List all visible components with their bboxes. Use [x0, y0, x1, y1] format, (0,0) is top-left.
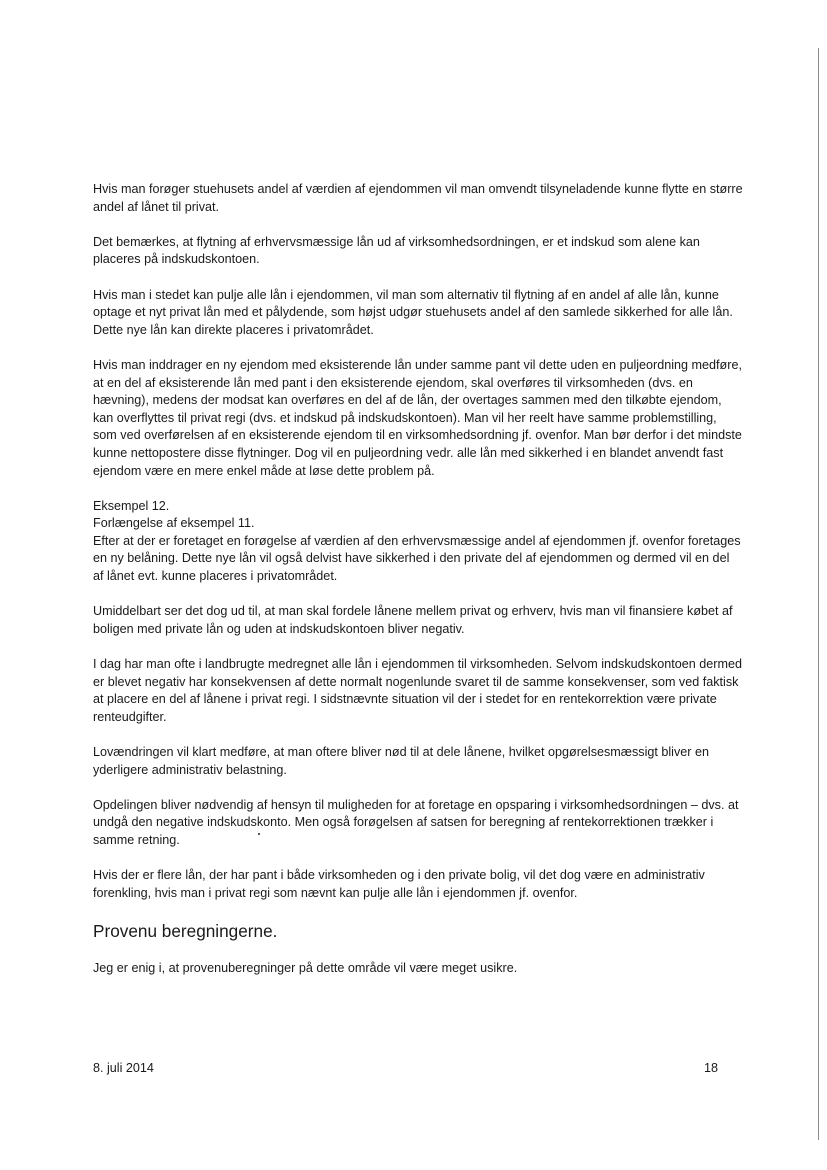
section-paragraph: Jeg er enig i, at provenuberegninger på dette område vil være meget usikre.: [93, 960, 518, 975]
paragraph: Hvis man forøger stuehusets andel af værdien af ejendommen vil man omvendt tilsyneladende kunne flytte en større andel af lånet til privat.: [93, 182, 743, 214]
section-heading: Provenu beregningerne.: [93, 920, 278, 941]
paragraph: Hvis man i stedet kan pulje alle lån i ejendommen, vil man som alternativ til flytning af en andel af alle lån, kunne optage et nyt privat lån med et pålydende, som højst udgør stuehusets andel af den samlede sikkerhed for alle lån. Dette nye lån kan direkte placeres i privatområdet.: [93, 287, 733, 337]
paragraph: Opdelingen bliver nødvendig af hensyn til muligheden for at foretage en opsparing i virksomhedsordningen – dvs. at undgå den negative indskudskonto. Men også forøgelsen af satsen for beregning af rentekorrektionen trækker i samme retning.: [93, 797, 739, 847]
paragraph: Hvis der er flere lån, der har pant i både virksomheden og i den private bolig, vil det dog være en administrativ forenkling, hvis man i privat regi som nævnt kan pulje alle lån i ejendommen jf. ovenfor.: [93, 868, 705, 900]
body-content: [93, 181, 743, 995]
footer-page-number: 18: [704, 1061, 719, 1075]
paragraph: Det bemærkes, at flytning af erhvervsmæssige lån ud af virksomhedsordningen, er et indskud som alene kan placeres på indskudskontoen.: [93, 234, 700, 267]
example-title: Eksempel 12.: [93, 498, 170, 513]
paragraph: Umiddelbart ser det dog ud til, at man skal fordele lånene mellem privat og erhverv, hvis man vil finansiere købet af boligen med private lån og uden at indskudskontoen bliver negativ.: [93, 604, 733, 636]
paragraph: Lovændringen vil klart medføre, at man oftere bliver nød til at dele lånene, hvilket opgørelsesmæssigt bliver en yderligere administrativ belastning.: [93, 745, 709, 777]
paragraph: Hvis man inddrager en ny ejendom med eksisterende lån under samme pant vil dette uden en puljeordning medføre, at en del af eksisterende lån med pant i den eksisterende ejendom, skal overføres til virksomheden (dvs. en hævning), medens der modsat kan overføres en del af de lån, der overtages sammen med den tilkøbte ejendom, kan overflyttes til privat regi (dvs. et indskud på indskudskontoen). Man vil her reelt have samme problemstilling, som ved overførelsen af en eksisterende ejendom til en virksomhedsordning jf. ovenfor. Man bør derfor i det mindste kunne nettopostere disse flytninger. Dog vil en puljeordning vedr. alle lån med sikkerhed i en blandet anvendt fast ejendom være en mere enkel måde at løse dette problem på.: [93, 357, 742, 478]
page-edge-line: [818, 48, 819, 1140]
example-subtitle: Forlængelse af eksempel 11.: [93, 516, 255, 531]
example-body: Efter at der er foretaget en forøgelse af værdien af den erhvervsmæssige andel af ejendommen jf. ovenfor foretages en ny belåning. Dette nye lån vil også delvist have sikkerhed i den private del af ejendommen og dermed vil en del af lånet evt. kunne placeres i privatområdet.: [93, 533, 741, 584]
footer-date: 8. juli 2014: [93, 1061, 154, 1075]
paragraph: I dag har man ofte i landbrugte medregnet alle lån i ejendommen til virksomheden. Selvom indskudskontoen dermed er blevet negativ har konsekvensen af dette normalt nogenlunde svaret til de samme konsekvenser, som ved faktisk at placere en del af lånene i privat regi. I sidstnævnte situation vil der i stedet for en rentekorrektion være private renteudgifter.: [93, 657, 742, 724]
example-block: [93, 498, 743, 586]
